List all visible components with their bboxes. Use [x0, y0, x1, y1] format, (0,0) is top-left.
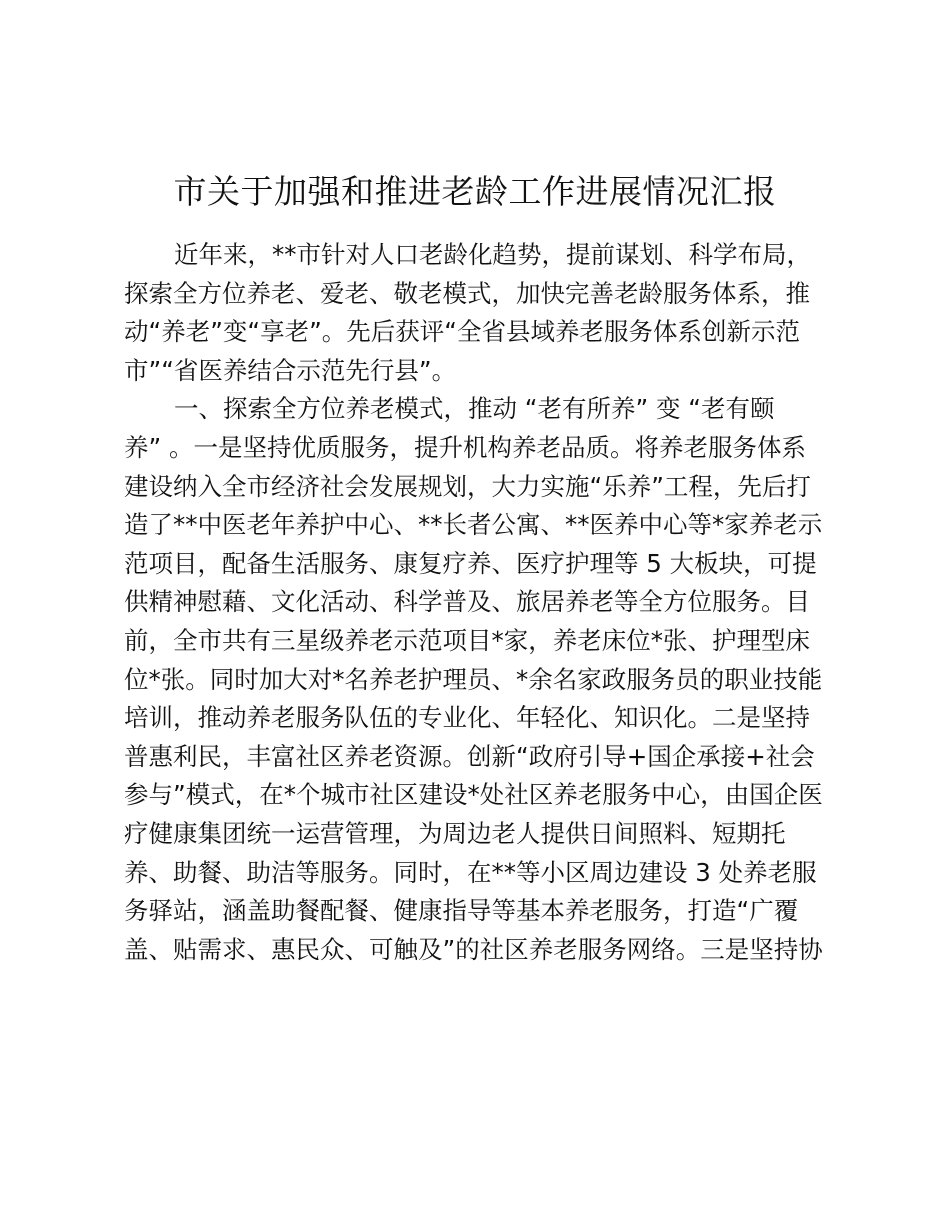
paragraph-line: 近年来，**市针对人口老龄化趋势，提前谋划、科学布局， — [174, 240, 811, 269]
document-body — [124, 236, 834, 969]
paragraph-line: 参与”模式，在*个城市社区建设*处社区养老服务中心，由国企医 — [124, 780, 823, 810]
paragraph-line: 疗健康集团统一运营管理，为周边老人提供日间照料、短期托 — [124, 818, 786, 848]
paragraph-line: 前，全市共有三星级养老示范项目*家，养老床位*张、护理型床 — [124, 625, 810, 655]
paragraph-line: 位*张。同时加大对*名养老护理员、*余名家政服务员的职业技能 — [124, 664, 823, 694]
paragraph-line: 动“养老”变“享老”。先后获评“全省县域养老服务体系创新示范 — [124, 317, 800, 347]
paragraph-line: 市”“省医养结合示范先行县”。 — [124, 355, 457, 385]
paragraph-line: 供精神慰藉、文化活动、科学普及、旅居养老等全方位服务。目 — [124, 587, 810, 617]
document-title: 市关于加强和推进老龄工作进展情况汇报 — [173, 172, 777, 211]
paragraph-line: 探索全方位养老、爱老、敬老模式，加快完善老龄服务体系，推 — [124, 278, 810, 308]
paragraph-line: 培训，推动养老服务队伍的专业化、年轻化、知识化。二是坚持 — [124, 703, 810, 733]
paragraph-line: 建设纳入全市经济社会发展规划，大力实施“乐养”工程，先后打 — [124, 471, 811, 501]
paragraph-line: 造了**中医老年养护中心、**长者公寓、**医养中心等*家养老示 — [124, 510, 823, 540]
paragraph-line: 盖、贴需求、惠民众、可触及”的社区养老服务网络。三是坚持协 — [124, 934, 823, 964]
paragraph-line: 范项目，配备生活服务、康复疗养、医疗护理等 5 大板块，可提 — [124, 548, 817, 578]
paragraph-line: 养、助餐、助洁等服务。同时，在**等小区周边建设 3 处养老服 — [124, 857, 817, 887]
paragraph-line: 普惠利民，丰富社区养老资源。创新“政府引导+国企承接+社会 — [124, 741, 815, 771]
paragraph-line: 务驿站，涵盖助餐配餐、健康指导等基本养老服务，打造“广覆 — [124, 896, 799, 926]
section-heading-line: 一、探索全方位养老模式，推动 “老有所养” 变 “老有颐 — [174, 394, 775, 424]
paragraph-line: 养” 。一是坚持优质服务，提升机构养老品质。将养老服务体系 — [124, 432, 806, 462]
